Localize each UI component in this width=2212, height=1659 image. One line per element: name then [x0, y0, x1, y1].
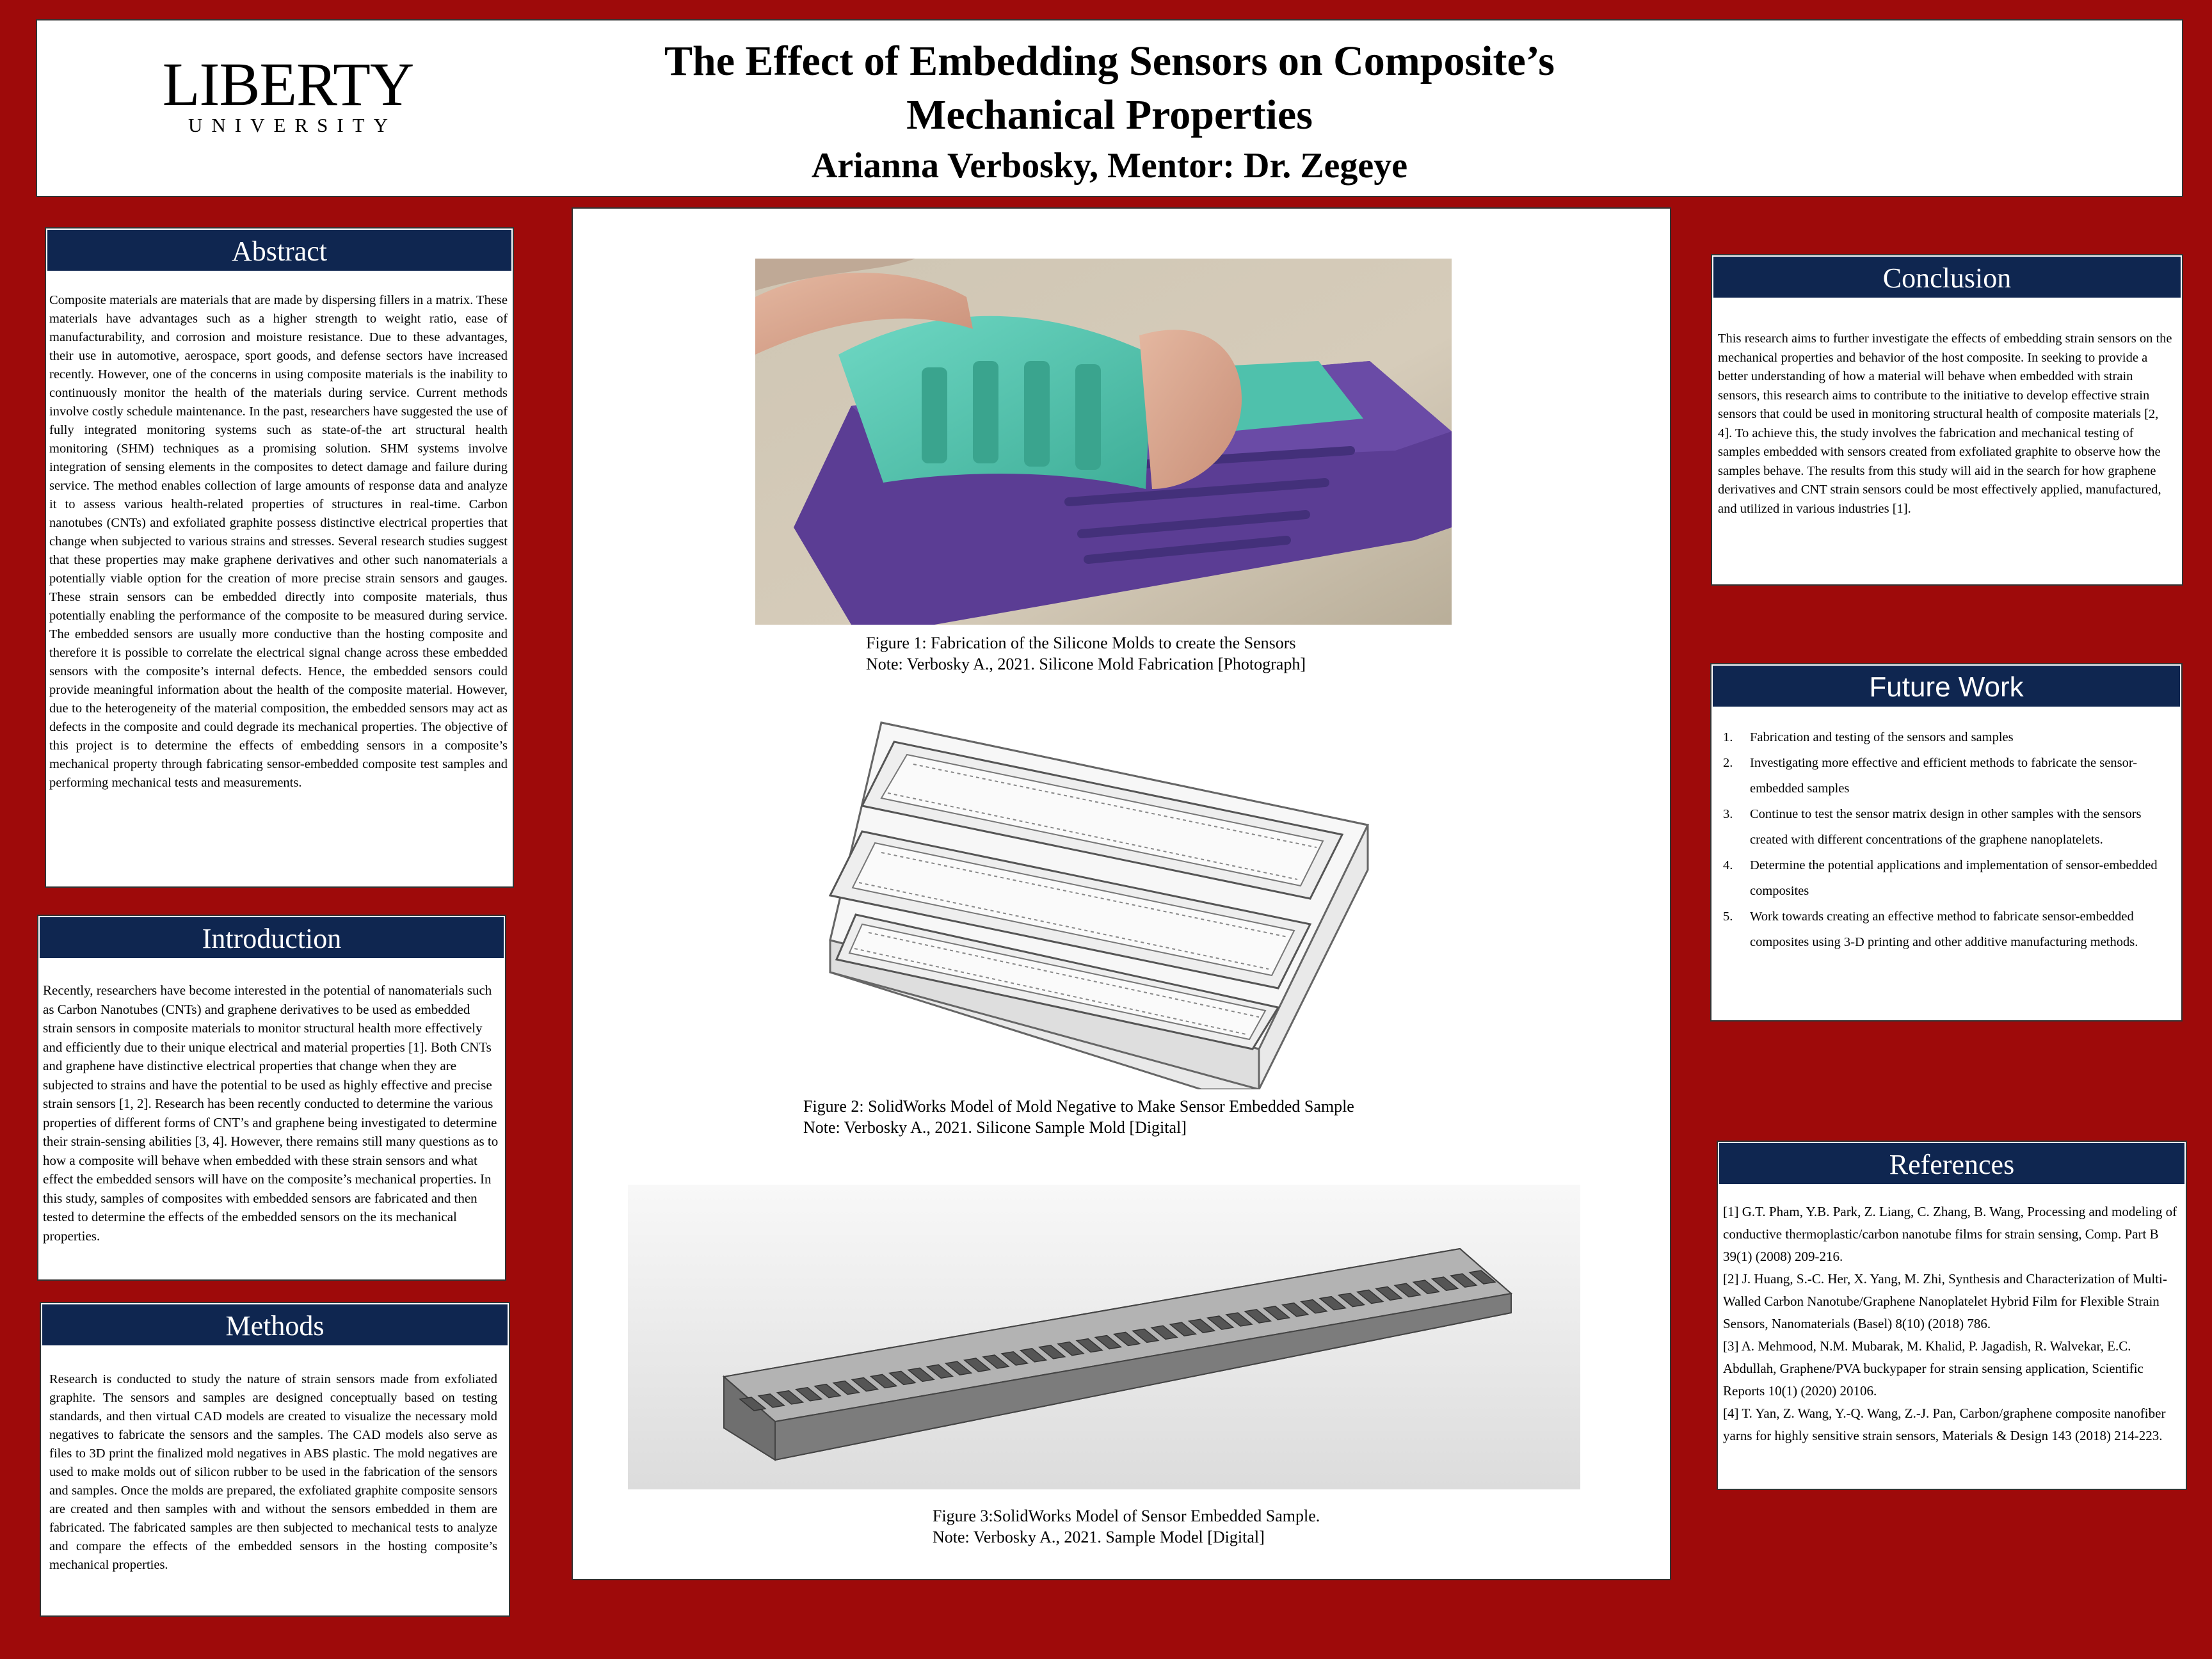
introduction-heading: Introduction	[38, 916, 505, 959]
future-work-item: 3. Continue to test the sensor matrix design in other samples with the sensors created with different concentrations of the graphene nanoplatelets.	[1723, 807, 2142, 847]
references-panel	[1717, 1141, 2187, 1490]
poster-title: The Effect of Embedding Sensors on Composite’s Mechanical Properties	[664, 38, 1555, 138]
reference-item: [2] J. Huang, S.-C. Her, X. Yang, M. Zhi, Synthesis and Characterization of Multi-Walled Carbon Nanotube/Graphene Nanoplatelet Hybrid Film for Flexible Strain Sensors, Nanomaterials (Basel) 8(10) (2018) 786.	[1723, 1271, 2167, 1331]
liberty-university-logo: LIBERTY UNIVERSITY	[162, 50, 414, 136]
reference-item: [1] G.T. Pham, Y.B. Park, Z. Liang, C. Zhang, B. Wang, Processing and modeling of conductive thermoplastic/carbon nanotube films for strain sensing, Comp. Part B 39(1) (2008) 209-216.	[1723, 1204, 2177, 1264]
future-work-item: 2. Investigating more effective and efficient methods to fabricate the sensor-embedded samples	[1723, 756, 2138, 796]
references-list	[1723, 1201, 2179, 1447]
figure-3-caption: Figure 3:SolidWorks Model of Sensor Embedded Sample. Note: Verbosky A., 2021. Sample Model [Digital]	[933, 1507, 1320, 1546]
methods-heading: Methods	[41, 1303, 509, 1347]
references-heading: References	[1718, 1142, 2186, 1185]
poster-header	[36, 19, 2183, 197]
future-work-heading: Future Work	[1711, 664, 2181, 708]
figure-1-silicone-mold-photo	[755, 259, 1452, 625]
figure-3-sensor-embedded-sample-model	[628, 1185, 1580, 1489]
figure-2-caption: Figure 2: SolidWorks Model of Mold Negative to Make Sensor Embedded Sample Note: Verbosky A., 2021. Silicone Sample Mold [Digital]	[803, 1097, 1354, 1137]
conclusion-panel	[1711, 254, 2183, 586]
future-work-item: 4. Determine the potential applications and implementation of sensor-embedded composites	[1723, 858, 2158, 898]
methods-text: Research is conducted to study the nature of strain sensors made from exfoliated graphite. The sensors and samples are designed conceptually based on testing standards, and then virtual CAD models are created to visualize the necessary mold negatives to fabricate the sensors and the samples. The CAD models also serve as files to 3D print the finalized mold negatives in ABS plastic. The mold negatives are used to make molds out of silicon rubber to be used in the fabrication of the sensors and samples. Once the molds are prepared, the exfoliated graphite composite sensors are created and then samples with and without the sensors embedded in them are fabricated. The fabricated samples are then subjected to mechanical tests to analyze and compare the effects of the embedded sensors in the hosting composite’s mechanical properties.	[49, 1372, 497, 1572]
introduction-panel	[37, 915, 506, 1281]
future-work-list	[1723, 725, 2165, 955]
future-work-panel	[1710, 663, 2183, 1022]
conclusion-text: This research aims to further investigate the effects of embedding strain sensors on the mechanical properties and behavior of the host composite. In seeking to provide a better understanding of how a material will behave when embedded with strain sensors, this research aims to contribute to the initiative to develop effective strain sensors that could be used in monitoring structural health of composite materials [2, 4]. To achieve this, the study involves the fabrication and mechanical testing of samples embedded with sensors created from exfoliated graphite to observe how the samples behave. The results from this study will aid in the search for how graphene derivatives and CNT strain sensors could be most effectively applied, manufactured, and utilized in various industries [1].	[1718, 332, 2172, 516]
figures-panel	[572, 207, 1671, 1580]
future-work-item: 1. Fabrication and testing of the sensors and samples	[1723, 730, 2014, 744]
methods-panel	[40, 1302, 510, 1617]
figure-1-caption: Figure 1: Fabrication of the Silicone Molds to create the Sensors Note: Verbosky A., 2021. Silicone Mold Fabrication [Photograph]	[866, 634, 1306, 673]
abstract-heading: Abstract	[46, 228, 513, 272]
abstract-text: Composite materials are materials that are made by dispersing fillers in a matrix. These materials have advantages such as a higher strength to weight ratio, ease of manufacturability, and corrosion and moisture resistance. Due to these advantages, their use in automotive, aerospace, sport goods, and defense sectors have increased recently. However, one of the concerns in using composite materials is the inability to continuously monitor the health of the materials during service. Current methods involve costly schedule maintenance. In the past, researchers have suggested the use of fully integrated monitoring systems such as state-of-the art structural health monitoring (SHM) techniques as a promising solution. SHM systems involve integration of sensing elements in the composites to detect damage and failure during service. The method enables collection of large amounts of response data and analyze it to assess various health-related properties of structures in real-time. Carbon nanotubes (CNTs) and exfoliated graphite possess distinctive electrical properties that change when subjected to various strains and stresses. Several research studies suggest that these properties may make graphene derivatives and other such nanomaterials a potentially viable option for the creation of more precise strain sensors and gauges. These strain sensors can be embedded directly into composite materials, thus potentially enabling the performance of the composite to be measured during service. The embedded sensors are usually more conductive than the hosting composite and therefore it is possible to correlate the electrical signal change across these embedded sensors with the composite’s internal defects. Hence, the embedded sensors could provide meaningful information about the health of the composite material. However, due to the heterogeneity of the material composition, the embedded sensors may act as defects in the composite and could degrade its mechanical properties. The objective of this project is to determine the effects of embedding sensors in a composite’s mechanical property through fabricating sensor-embedded composite test samples and performing mechanical tests and measurements.	[49, 293, 508, 790]
future-work-item: 5. Work towards creating an effective method to fabricate sensor-embedded composites using 3-D printing and other additive manufacturing methods.	[1723, 910, 2138, 949]
poster-authors: Arianna Verbosky, Mentor: Dr. Zegeye	[811, 146, 1408, 186]
reference-item: [3] A. Mehmood, N.M. Mubarak, M. Khalid, P. Jagadish, R. Walvekar, E.C. Abdullah, Graphene/PVA buckypaper for strain sensing application, Scientific Reports 10(1) (2020) 20106.	[1723, 1338, 2144, 1399]
reference-item: [4] T. Yan, Z. Wang, Y.-Q. Wang, Z.-J. Pan, Carbon/graphene composite nanofiber yarns for highly sensitive strain sensors, Materials & Design 143 (2018) 214-223.	[1723, 1406, 2166, 1443]
introduction-text: Recently, researchers have become interested in the potential of nanomaterials such as Carbon Nanotubes (CNTs) and graphene derivatives to be used as embedded strain sensors in composite materials to monitor structural health more effectively and efficiently due to their unique electrical and material properties [1]. Both CNTs and graphene have distinctive electrical properties that change when they are subjected to strains and have the potential to be used as highly effective and precise strain sensors [1, 2]. Research has been recently conducted to determine the various properties of different forms of CNT’s and graphene being investigated to determine their strain-sensing abilities [3, 4]. However, there remains still many questions as to how a composite will behave when embedded with these strain sensors and what effect the embedded sensors will have on the composite’s mechanical properties. In this study, samples of composites with embedded sensors are fabricated and then tested to determine the effects of the embedded sensors on the its mechanical properties.	[43, 982, 499, 1244]
figure-2-mold-negative-model	[817, 703, 1389, 1089]
abstract-panel	[45, 227, 514, 888]
conclusion-heading: Conclusion	[1712, 255, 2182, 299]
